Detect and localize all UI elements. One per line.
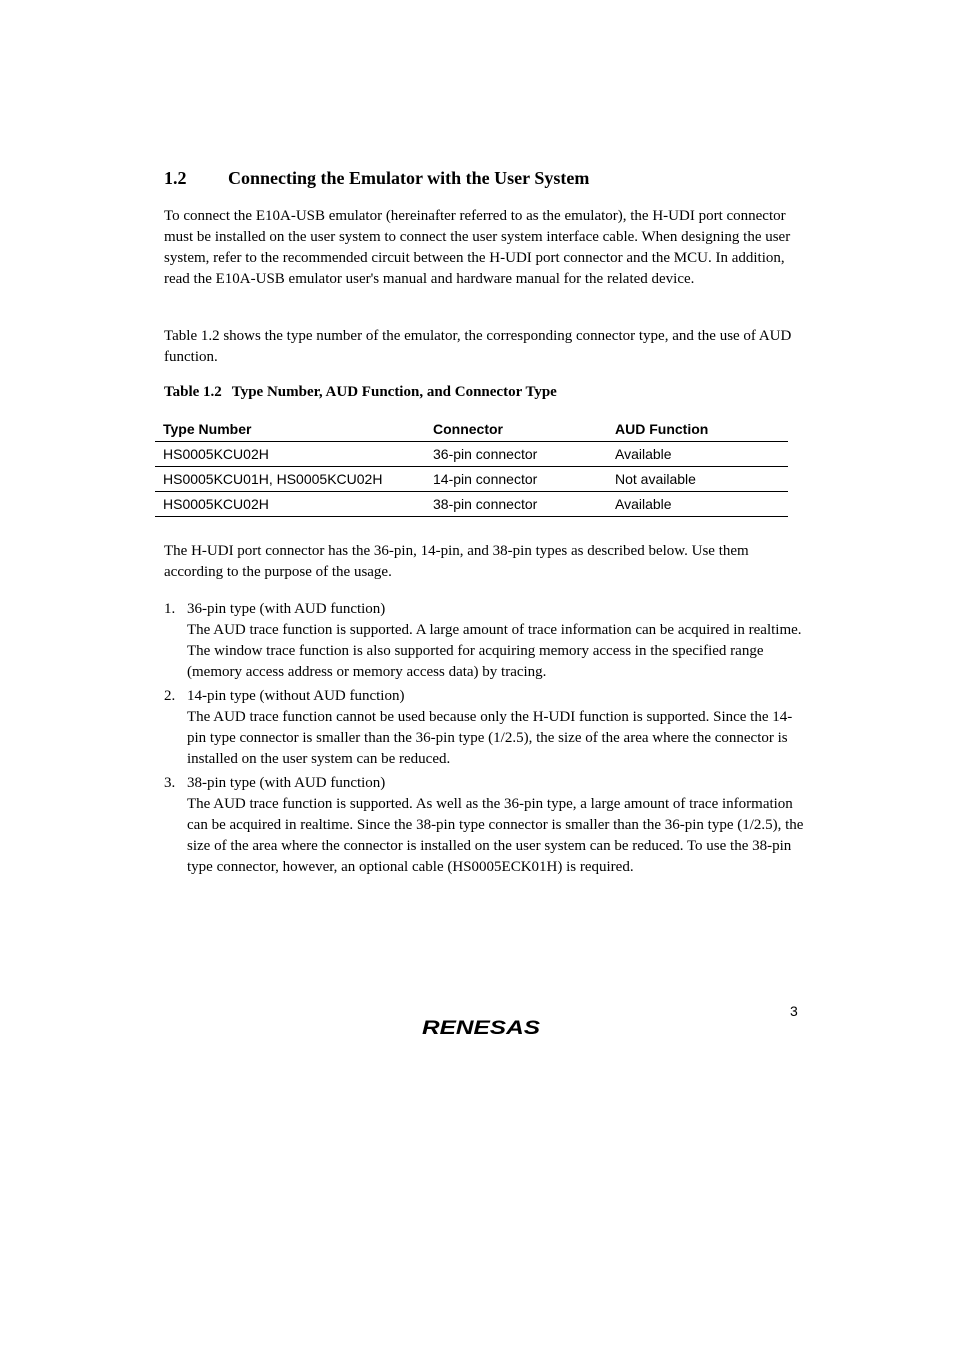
list-item-title: 38-pin type (with AUD function) (187, 775, 386, 791)
list-item (164, 686, 804, 770)
header-type-number: Type Number (155, 416, 425, 442)
table-caption-title: Type Number, AUD Function, and Connector Type (231, 384, 557, 400)
list-item (164, 773, 804, 878)
cell-aud-function: Not available (607, 467, 788, 492)
table-row (155, 492, 788, 517)
list-item-title: 14-pin type (without AUD function) (187, 688, 405, 704)
list-item-title: 36-pin type (with AUD function) (187, 601, 386, 617)
cell-connector: 36-pin connector (425, 442, 607, 467)
table-row (155, 442, 788, 467)
section-title: Connecting the Emulator with the User System (228, 168, 590, 188)
list-marker: 3. (164, 775, 176, 791)
pin-types-paragraph: The H-UDI port connector has the 36-pin, 14-pin, and 38-pin types as described below. Use them according to the purpose of the usage. (164, 543, 749, 580)
table-reference-paragraph: Table 1.2 shows the type number of the emulator, the corresponding connector type, and the use of AUD function. (164, 328, 792, 365)
cell-type-number: HS0005KCU01H, HS0005KCU02H (155, 467, 425, 492)
intro-paragraph: To connect the E10A-USB emulator (hereinafter referred to as the emulator), the H-UDI port connector must be installed on the user system to connect the user system interface cable. When designing the user system, refer to the recommended circuit between the H-UDI port connector and the MCU. In addition, read the E10A-USB emulator user's manual and hardware manual for the related device. (164, 208, 791, 287)
list-marker: 2. (164, 688, 176, 704)
table-header-row (155, 416, 788, 442)
page-number: 3 (790, 1003, 798, 1019)
renesas-logo (420, 1015, 544, 1041)
list-item-body: The AUD trace function cannot be used because only the H-UDI function is supported. Since the 14-pin type connector is smaller than the 36-pin type (1/2.5), the size of the area where the connector is installed on the user system can be reduced. (187, 709, 793, 767)
connector-type-table (155, 416, 788, 517)
header-connector: Connector (425, 416, 607, 442)
table-caption-label: Table 1.2 (164, 384, 222, 400)
logo-text: RENESAS (422, 1018, 541, 1039)
header-aud-function: AUD Function (607, 416, 788, 442)
table-caption (164, 384, 557, 401)
cell-aud-function: Available (607, 442, 788, 467)
list-item-body: The AUD trace function is supported. As well as the 36-pin type, a large amount of trace information can be acquired in realtime. Since the 38-pin type connector is smaller than the 36-pin type (1/2.5), the size of the area where the connector is installed on the user system can be reduced. To use the 38-pin type connector, however, an optional cable (HS0005ECK01H) is required. (187, 796, 804, 875)
list-item (164, 599, 804, 683)
cell-aud-function: Available (607, 492, 788, 517)
cell-type-number: HS0005KCU02H (155, 492, 425, 517)
pin-type-list (164, 599, 804, 881)
section-heading (164, 168, 589, 189)
cell-connector: 14-pin connector (425, 467, 607, 492)
list-item-body: The AUD trace function is supported. A large amount of trace information can be acquired in realtime. The window trace function is also supported for acquiring memory access in the specified range (memory access address or memory access data) by tracing. (187, 622, 802, 680)
table-row (155, 467, 788, 492)
cell-connector: 38-pin connector (425, 492, 607, 517)
section-number: 1.2 (164, 168, 187, 188)
cell-type-number: HS0005KCU02H (155, 442, 425, 467)
list-marker: 1. (164, 601, 176, 617)
